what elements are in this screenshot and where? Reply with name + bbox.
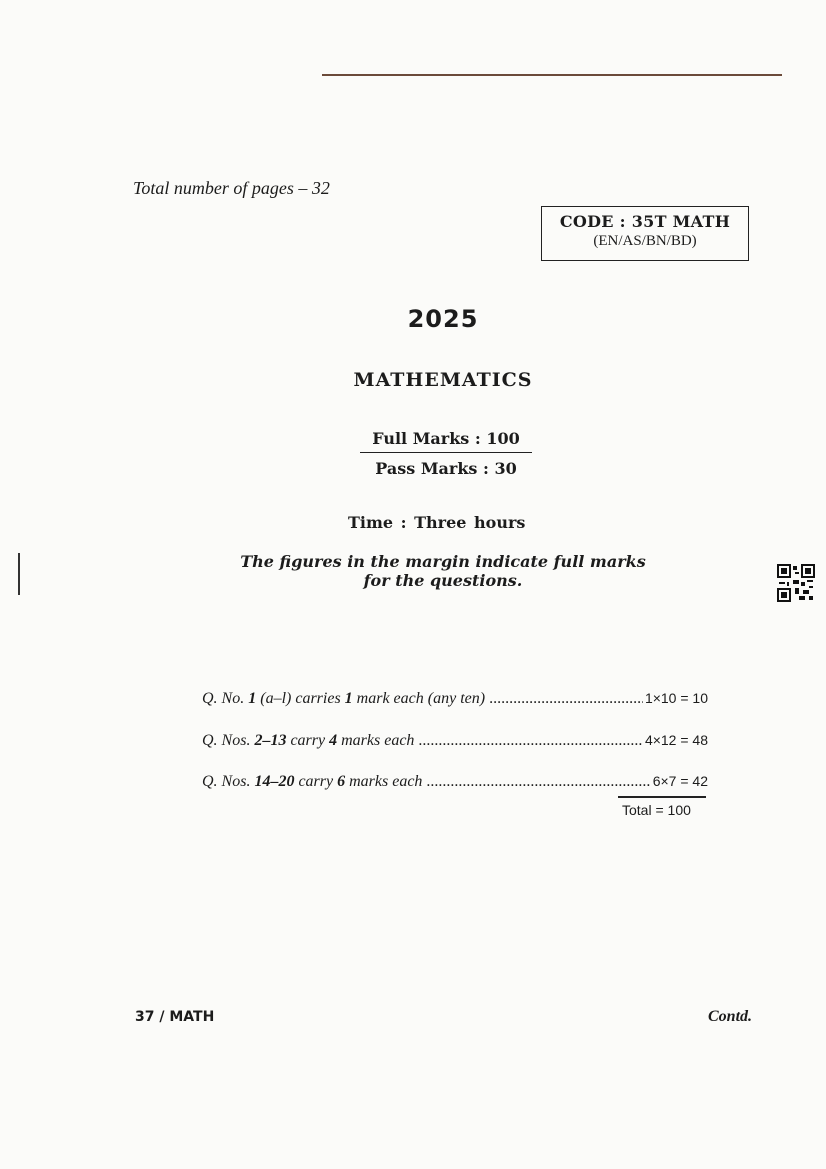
instruction-line-2: for the questions. (363, 571, 523, 590)
marks-instruction (0, 552, 826, 590)
page-code-footer: 37 / MATH (135, 1009, 215, 1025)
distribution-value: 4×12 = 48 (644, 732, 708, 748)
subject-title: MATHEMATICS (353, 369, 533, 391)
exam-time: Time : Three hours (348, 513, 526, 532)
distribution-row (202, 732, 708, 750)
distribution-text: Q. Nos. 14–20 carry 6 marks each ..... (202, 773, 651, 791)
distribution-value: 1×10 = 10 (644, 690, 708, 706)
distribution-row (202, 690, 708, 708)
distribution-row (202, 773, 708, 791)
exam-year: 2025 (407, 305, 479, 333)
paper-languages: (EN/AS/BN/BD) (593, 233, 697, 249)
marks-block (360, 429, 532, 478)
total-rule (618, 796, 706, 798)
total-pages-note: Total number of pages – 32 (133, 178, 330, 198)
top-rule (322, 74, 782, 76)
total-marks: Total = 100 (622, 802, 691, 818)
paper-code: CODE : 35T MATH (559, 212, 731, 231)
pass-marks: Pass Marks : 30 (375, 459, 517, 478)
distribution-text: Q. No. 1 (a–l) carries 1 mark each (any ten) ..... (202, 690, 643, 708)
continued-note: Contd. (708, 1008, 753, 1025)
distribution-text: Q. Nos. 2–13 carry 4 marks each ..... (202, 732, 643, 750)
full-marks: Full Marks : 100 (360, 429, 532, 453)
qr-code-icon (777, 564, 815, 602)
distribution-value: 6×7 = 42 (652, 773, 708, 789)
instruction-line-1: The figures in the margin indicate full marks (240, 552, 646, 571)
paper-code-box (541, 206, 749, 261)
